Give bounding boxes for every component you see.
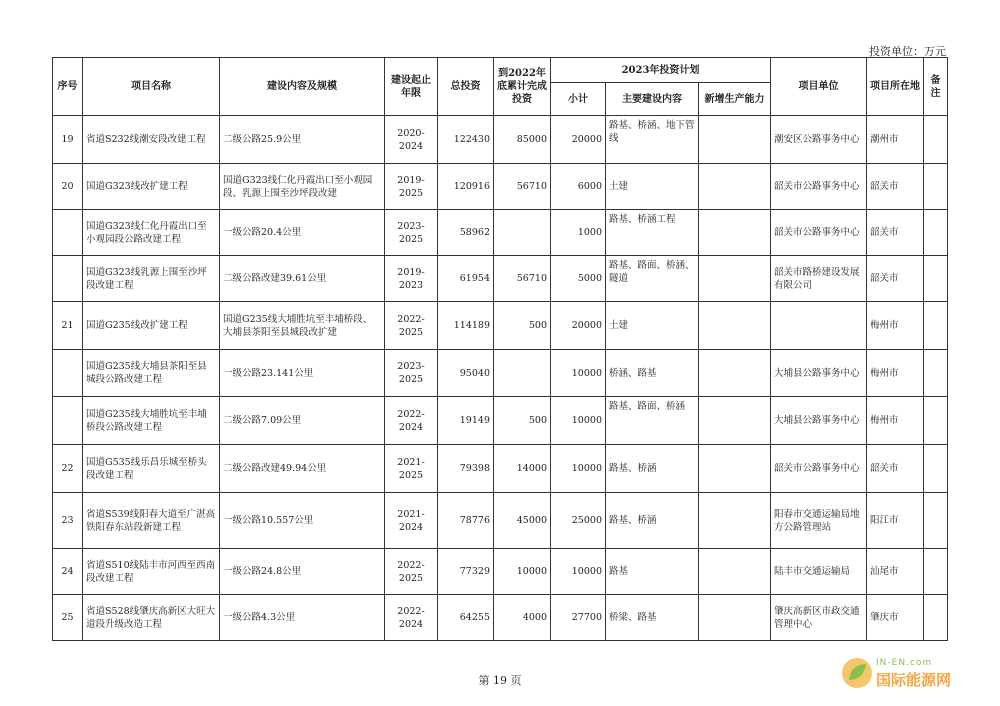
cell-total: 78776 [438, 493, 494, 549]
cell-capacity [699, 493, 771, 549]
cell-years: 2022-2024 [385, 595, 438, 641]
cell-remark [924, 397, 948, 445]
cell-main-content: 路基 [606, 549, 699, 595]
cell-subtotal: 10000 [551, 350, 606, 397]
cell-main-content: 桥涵、路基 [606, 350, 699, 397]
cell-years: 2021-2025 [385, 445, 438, 493]
leaf-icon [840, 656, 874, 690]
header-years: 建设起止年限 [385, 58, 438, 116]
cell-capacity [699, 164, 771, 210]
cell-location: 肇庆市 [867, 595, 924, 641]
cell-seq: 25 [53, 595, 83, 641]
header-seq: 序号 [53, 58, 83, 116]
cell-years: 2020-2024 [385, 116, 438, 164]
cell-main-content: 土建 [606, 302, 699, 350]
table-row [53, 595, 948, 641]
cell-completed [494, 210, 551, 256]
cell-completed: 10000 [494, 549, 551, 595]
cell-seq: 23 [53, 493, 83, 549]
cell-total: 79398 [438, 445, 494, 493]
cell-years: 2023-2025 [385, 210, 438, 256]
cell-completed: 4000 [494, 595, 551, 641]
cell-location: 阳江市 [867, 493, 924, 549]
cell-unit: 韶关市公路事务中心 [771, 164, 867, 210]
cell-total: 64255 [438, 595, 494, 641]
cell-years: 2023-2025 [385, 350, 438, 397]
cell-total: 122430 [438, 116, 494, 164]
table-row [53, 210, 948, 256]
cell-content: 国道G323线仁化丹霞出口至小观园段、乳源上围至沙坪段改建 [220, 164, 385, 210]
cell-unit: 韶关市路桥建设发展有限公司 [771, 256, 867, 302]
cell-project-name: 国道G235线大埔胜坑至丰埔桥段公路改建工程 [83, 397, 220, 445]
table-row [53, 397, 948, 445]
cell-subtotal: 10000 [551, 397, 606, 445]
cell-remark [924, 350, 948, 397]
cell-capacity [699, 302, 771, 350]
cell-content: 一级公路20.4公里 [220, 210, 385, 256]
cell-subtotal: 10000 [551, 445, 606, 493]
cell-project-name: 国道G235线改扩建工程 [83, 302, 220, 350]
cell-unit: 陆丰市交通运输局 [771, 549, 867, 595]
cell-capacity [699, 595, 771, 641]
cell-project-name: 国道G535线乐昌乐城至桥头段改建工程 [83, 445, 220, 493]
cell-subtotal: 6000 [551, 164, 606, 210]
cell-remark [924, 302, 948, 350]
cell-seq: 21 [53, 302, 83, 350]
cell-completed: 14000 [494, 445, 551, 493]
cell-remark [924, 256, 948, 302]
header-unit: 项目单位 [771, 58, 867, 116]
cell-location: 梅州市 [867, 397, 924, 445]
cell-subtotal: 1000 [551, 210, 606, 256]
cell-content: 国道G235线大埔胜坑至丰埔桥段、大埔县茶阳至县城段改扩建 [220, 302, 385, 350]
cell-capacity [699, 210, 771, 256]
cell-years: 2022-2024 [385, 397, 438, 445]
cell-unit: 大埔县公路事务中心 [771, 350, 867, 397]
cell-main-content: 路基、桥涵工程 [606, 210, 699, 256]
cell-years: 2022-2025 [385, 549, 438, 595]
cell-unit: 阳春市交通运输局地方公路管理站 [771, 493, 867, 549]
cell-completed: 500 [494, 397, 551, 445]
table-row [53, 549, 948, 595]
cell-content: 二级公路25.9公里 [220, 116, 385, 164]
cell-subtotal: 25000 [551, 493, 606, 549]
table-row [53, 256, 948, 302]
cell-main-content: 路基、桥涵 [606, 493, 699, 549]
table-row [53, 350, 948, 397]
cell-content: 一级公路4.3公里 [220, 595, 385, 641]
header-remark: 备注 [924, 58, 948, 116]
cell-location: 韶关市 [867, 164, 924, 210]
cell-project-name: 省道S232线潮安段改建工程 [83, 116, 220, 164]
cell-subtotal: 5000 [551, 256, 606, 302]
cell-completed [494, 350, 551, 397]
header-main-content: 主要建设内容 [606, 83, 699, 116]
cell-location: 汕尾市 [867, 549, 924, 595]
cell-unit: 潮安区公路事务中心 [771, 116, 867, 164]
cell-total: 19149 [438, 397, 494, 445]
cell-remark [924, 164, 948, 210]
cell-location: 潮州市 [867, 116, 924, 164]
cell-remark [924, 493, 948, 549]
header-content: 建设内容及规模 [220, 58, 385, 116]
cell-years: 2021-2024 [385, 493, 438, 549]
cell-seq [53, 350, 83, 397]
cell-completed: 85000 [494, 116, 551, 164]
cell-capacity [699, 256, 771, 302]
table-row [53, 445, 948, 493]
cell-seq [53, 256, 83, 302]
watermark-url: IN-EN.com [876, 658, 933, 668]
cell-capacity [699, 397, 771, 445]
cell-project-name: 省道S539线阳春大道至广湛高铁阳春东站段新建工程 [83, 493, 220, 549]
cell-total: 61954 [438, 256, 494, 302]
cell-seq: 20 [53, 164, 83, 210]
cell-completed: 500 [494, 302, 551, 350]
cell-location: 梅州市 [867, 302, 924, 350]
header-subtotal: 小计 [551, 83, 606, 116]
cell-years: 2019-2023 [385, 256, 438, 302]
cell-seq: 24 [53, 549, 83, 595]
table-row [53, 493, 948, 549]
cell-capacity [699, 445, 771, 493]
cell-total: 95040 [438, 350, 494, 397]
cell-seq: 19 [53, 116, 83, 164]
header-location: 项目所在地 [867, 58, 924, 116]
cell-location: 梅州市 [867, 350, 924, 397]
cell-subtotal: 20000 [551, 302, 606, 350]
cell-seq [53, 210, 83, 256]
cell-location: 韶关市 [867, 256, 924, 302]
cell-seq: 22 [53, 445, 83, 493]
cell-project-name: 国道G323线改扩建工程 [83, 164, 220, 210]
cell-location: 韶关市 [867, 445, 924, 493]
cell-main-content: 路基、路面、桥涵 [606, 397, 699, 445]
cell-years: 2019-2025 [385, 164, 438, 210]
header-plan-2023: 2023年投资计划 [551, 58, 771, 83]
cell-unit: 韶关市公路事务中心 [771, 445, 867, 493]
page-number: 第 19 页 [478, 674, 522, 687]
watermark-name: 国际能源网 [876, 671, 952, 689]
cell-total: 77329 [438, 549, 494, 595]
cell-subtotal: 10000 [551, 549, 606, 595]
cell-remark [924, 445, 948, 493]
cell-unit: 大埔县公路事务中心 [771, 397, 867, 445]
cell-project-name: 国道G323线仁化丹霞出口至小观园段公路改建工程 [83, 210, 220, 256]
cell-main-content: 路基、桥涵 [606, 445, 699, 493]
header-total: 总投资 [438, 58, 494, 116]
cell-remark [924, 549, 948, 595]
header-capacity: 新增生产能力 [699, 83, 771, 116]
cell-unit: 肇庆高新区市政交通管理中心 [771, 595, 867, 641]
cell-content: 一级公路10.557公里 [220, 493, 385, 549]
investment-plan-table [52, 57, 948, 641]
watermark-logo [840, 656, 990, 696]
cell-unit: 韶关市公路事务中心 [771, 210, 867, 256]
cell-project-name: 省道S528线肇庆高新区大旺大道段升级改造工程 [83, 595, 220, 641]
cell-content: 一级公路24.8公里 [220, 549, 385, 595]
header-completed: 到2022年底累计完成投资 [494, 58, 551, 116]
cell-total: 58962 [438, 210, 494, 256]
cell-completed: 45000 [494, 493, 551, 549]
table-row [53, 302, 948, 350]
cell-main-content: 土建 [606, 164, 699, 210]
cell-remark [924, 116, 948, 164]
cell-location: 韶关市 [867, 210, 924, 256]
cell-capacity [699, 549, 771, 595]
cell-project-name: 省道S510线陆丰市河西至西南段改建工程 [83, 549, 220, 595]
cell-content: 二级公路改建49.94公里 [220, 445, 385, 493]
cell-subtotal: 20000 [551, 116, 606, 164]
cell-total: 114189 [438, 302, 494, 350]
cell-content: 二级公路改建39.61公里 [220, 256, 385, 302]
table-row [53, 116, 948, 164]
cell-capacity [699, 116, 771, 164]
cell-main-content: 路基、路面、桥涵、隧道 [606, 256, 699, 302]
cell-remark [924, 210, 948, 256]
cell-subtotal: 27700 [551, 595, 606, 641]
cell-main-content: 路基、桥涵、地下管线 [606, 116, 699, 164]
cell-capacity [699, 350, 771, 397]
cell-content: 二级公路7.09公里 [220, 397, 385, 445]
cell-project-name: 国道G235线大埔县茶阳至县城段公路改建工程 [83, 350, 220, 397]
cell-total: 120916 [438, 164, 494, 210]
cell-completed: 56710 [494, 164, 551, 210]
cell-unit [771, 302, 867, 350]
cell-project-name: 国道G323线乳源上围至沙坪段改建工程 [83, 256, 220, 302]
cell-content: 一级公路23.141公里 [220, 350, 385, 397]
cell-main-content: 桥梁、路基 [606, 595, 699, 641]
header-project-name: 项目名称 [83, 58, 220, 116]
cell-remark [924, 595, 948, 641]
cell-completed: 56710 [494, 256, 551, 302]
table-row [53, 164, 948, 210]
investment-unit-note: 投资单位：万元 [869, 45, 946, 58]
cell-years: 2022-2025 [385, 302, 438, 350]
cell-seq [53, 397, 83, 445]
